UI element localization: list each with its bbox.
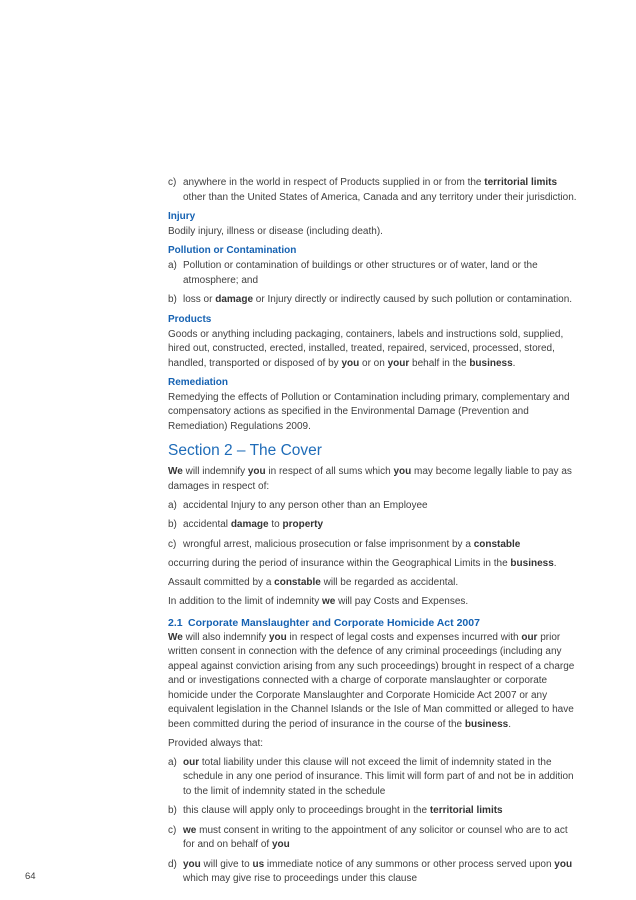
list-item — [168, 176, 580, 205]
text-run: Pollution or contamination of buildings or other structures or of water, land or the atmosphere; and — [183, 260, 538, 286]
definition-heading-pollution: Pollution or Contamination — [168, 245, 297, 256]
text-run: We — [168, 631, 183, 643]
text-run: will be regarded as accidental. — [320, 577, 459, 588]
text-run: territorial limits — [484, 177, 558, 188]
text-run: damage — [215, 294, 254, 305]
clause-title: Corporate Manslaughter and Corporate Homicide Act 2007 — [188, 616, 480, 629]
list-item-text — [183, 176, 580, 205]
list-marker: c) — [168, 824, 177, 836]
text-run: accidental — [183, 519, 231, 530]
paragraph — [168, 328, 580, 372]
paragraph — [168, 631, 580, 733]
text-run: our — [521, 631, 538, 643]
text-run: may become legally liable to pay as damages in respect of: — [168, 466, 572, 492]
text-run: . — [508, 718, 511, 730]
text-run: immediate notice of any summons or other process served upon — [264, 858, 555, 870]
text-run: or Injury directly or indirectly caused by such pollution or contamination. — [253, 294, 573, 305]
list-item — [168, 804, 580, 819]
text-run: will also indemnify — [182, 631, 269, 643]
text-run: you — [554, 858, 573, 870]
list-item — [168, 518, 580, 533]
list-item — [168, 756, 580, 800]
paragraph — [168, 465, 580, 494]
text-run: you — [247, 466, 266, 477]
text-run: you — [393, 466, 412, 477]
text-run: this clause will apply only to proceedings brought in the — [183, 805, 430, 816]
list-item — [168, 293, 580, 308]
text-run: will pay Costs and Expenses. — [335, 596, 469, 607]
text-run: or on — [359, 357, 388, 369]
text-run: we — [321, 596, 336, 607]
text-run: you — [341, 357, 360, 369]
list-item — [168, 824, 580, 853]
text-run: behalf in the — [409, 357, 470, 369]
document-content — [168, 176, 580, 892]
text-run: total liability under this clause will not exceed the limit of indemnity stated in the schedule in any one period of insurance. This limit will form part of and not be in addition to the limit of indemnity stated in the schedule — [183, 756, 574, 797]
text-run: you — [271, 839, 290, 850]
text-run: we — [183, 824, 197, 836]
text-run: accidental Injury to any person other than an Employee — [183, 499, 428, 511]
clause-heading — [168, 616, 580, 631]
text-run: will indemnify — [182, 466, 248, 477]
page-number: 64 — [25, 871, 36, 882]
text-run: in respect of legal costs and expenses incurred with — [286, 631, 522, 643]
list-marker: b) — [168, 294, 177, 305]
paragraph — [168, 576, 580, 591]
list-item — [168, 259, 580, 288]
list-marker: a) — [168, 260, 177, 271]
text-run: you — [268, 631, 287, 643]
list-item-text — [183, 804, 580, 819]
text-run: . — [512, 357, 516, 369]
list-marker: b) — [168, 805, 177, 816]
list-item-text — [183, 499, 580, 514]
text-run: Provided always that: — [168, 737, 264, 749]
clause-number: 2.1 — [168, 616, 183, 629]
list-marker: b) — [168, 519, 177, 530]
list-marker: a) — [168, 756, 177, 768]
text-run: anywhere in the world in respect of Products supplied in or from the — [183, 177, 485, 188]
text-run: damage — [230, 519, 269, 530]
text-run: must consent in writing to the appointment of any solicitor or counsel who are to act for and on behalf of — [183, 824, 568, 850]
text-run: . — [553, 558, 557, 569]
text-run: us — [252, 858, 265, 870]
list-item-text — [183, 538, 580, 553]
definition-heading-injury: Injury — [168, 211, 196, 222]
text-run: Assault committed by a — [168, 577, 275, 588]
list-marker: c) — [168, 177, 177, 188]
list-item-text — [183, 293, 580, 308]
text-run: wrongful arrest, malicious prosecution or false imprisonment by a — [183, 538, 474, 550]
list-item-text — [183, 756, 580, 800]
list-item — [168, 858, 580, 887]
section-title: Section 2 – The Cover — [168, 442, 322, 459]
text-run: constable — [274, 577, 321, 588]
paragraph — [168, 225, 580, 240]
text-run: property — [282, 519, 324, 530]
text-run: constable — [473, 538, 521, 550]
text-run: Remedying the effects of Pollution or Contamination including primary, complementary and compensatory actions as specified in the Environmental Damage (Prevention and Remediation) Regulations 2009. — [168, 391, 570, 432]
text-run: in respect of all sums which — [265, 466, 394, 477]
list-item — [168, 499, 580, 514]
text-run: loss or — [183, 294, 216, 305]
list-item-text — [183, 259, 580, 288]
paragraph — [168, 737, 580, 752]
text-run: occurring during the period of insurance within the Geographical Limits in the — [168, 558, 511, 569]
list-marker: c) — [168, 538, 177, 550]
list-item-text — [183, 518, 580, 533]
text-run: Goods or anything including packaging, containers, labels and instructions sold, supplied, hired out, constructed, erected, installed, treated, repaired, serviced, processed, stored, handled, transported or disposed of by — [168, 328, 564, 369]
text-run: business — [510, 558, 554, 569]
text-run: to — [268, 519, 283, 530]
text-run: Bodily injury, illness or disease (including death). — [168, 226, 383, 237]
paragraph — [168, 595, 580, 610]
text-run: you — [183, 858, 201, 870]
paragraph — [168, 557, 580, 572]
definition-heading-remediation: Remediation — [168, 376, 229, 388]
text-run: our — [183, 756, 200, 768]
text-run: In addition to the limit of indemnity — [168, 596, 322, 607]
text-run: will give to — [200, 858, 253, 870]
list-marker: a) — [168, 499, 177, 511]
list-item — [168, 538, 580, 553]
text-run: We — [168, 466, 183, 477]
text-run: business — [469, 357, 513, 369]
list-marker: d) — [168, 858, 177, 870]
text-run: territorial limits — [429, 805, 503, 816]
text-run: business — [464, 718, 509, 730]
text-run: prior written consent in connection with the defence of any criminal proceedings (including any appeal against conviction arising from any such proceedings) brought in respect of a charge and or investigations connected with a charge of corporate manslaughter or corporate homicide under the Corporate Manslaughter and Corporate Homicide Act 2007 or any equivalent legislation in the Channel Islands or the Isle of Man committed or alleged to have been committed during the period of insurance in the course of the — [168, 631, 575, 730]
text-run: which may give rise to proceedings under this clause — [183, 873, 418, 884]
list-item-text — [183, 824, 580, 853]
paragraph — [168, 391, 580, 435]
text-run: other than the United States of America, Canada and any territory under their jurisdiction. — [183, 191, 577, 203]
list-item-text — [183, 858, 580, 887]
definition-heading-products: Products — [168, 313, 212, 325]
text-run: your — [387, 357, 410, 369]
